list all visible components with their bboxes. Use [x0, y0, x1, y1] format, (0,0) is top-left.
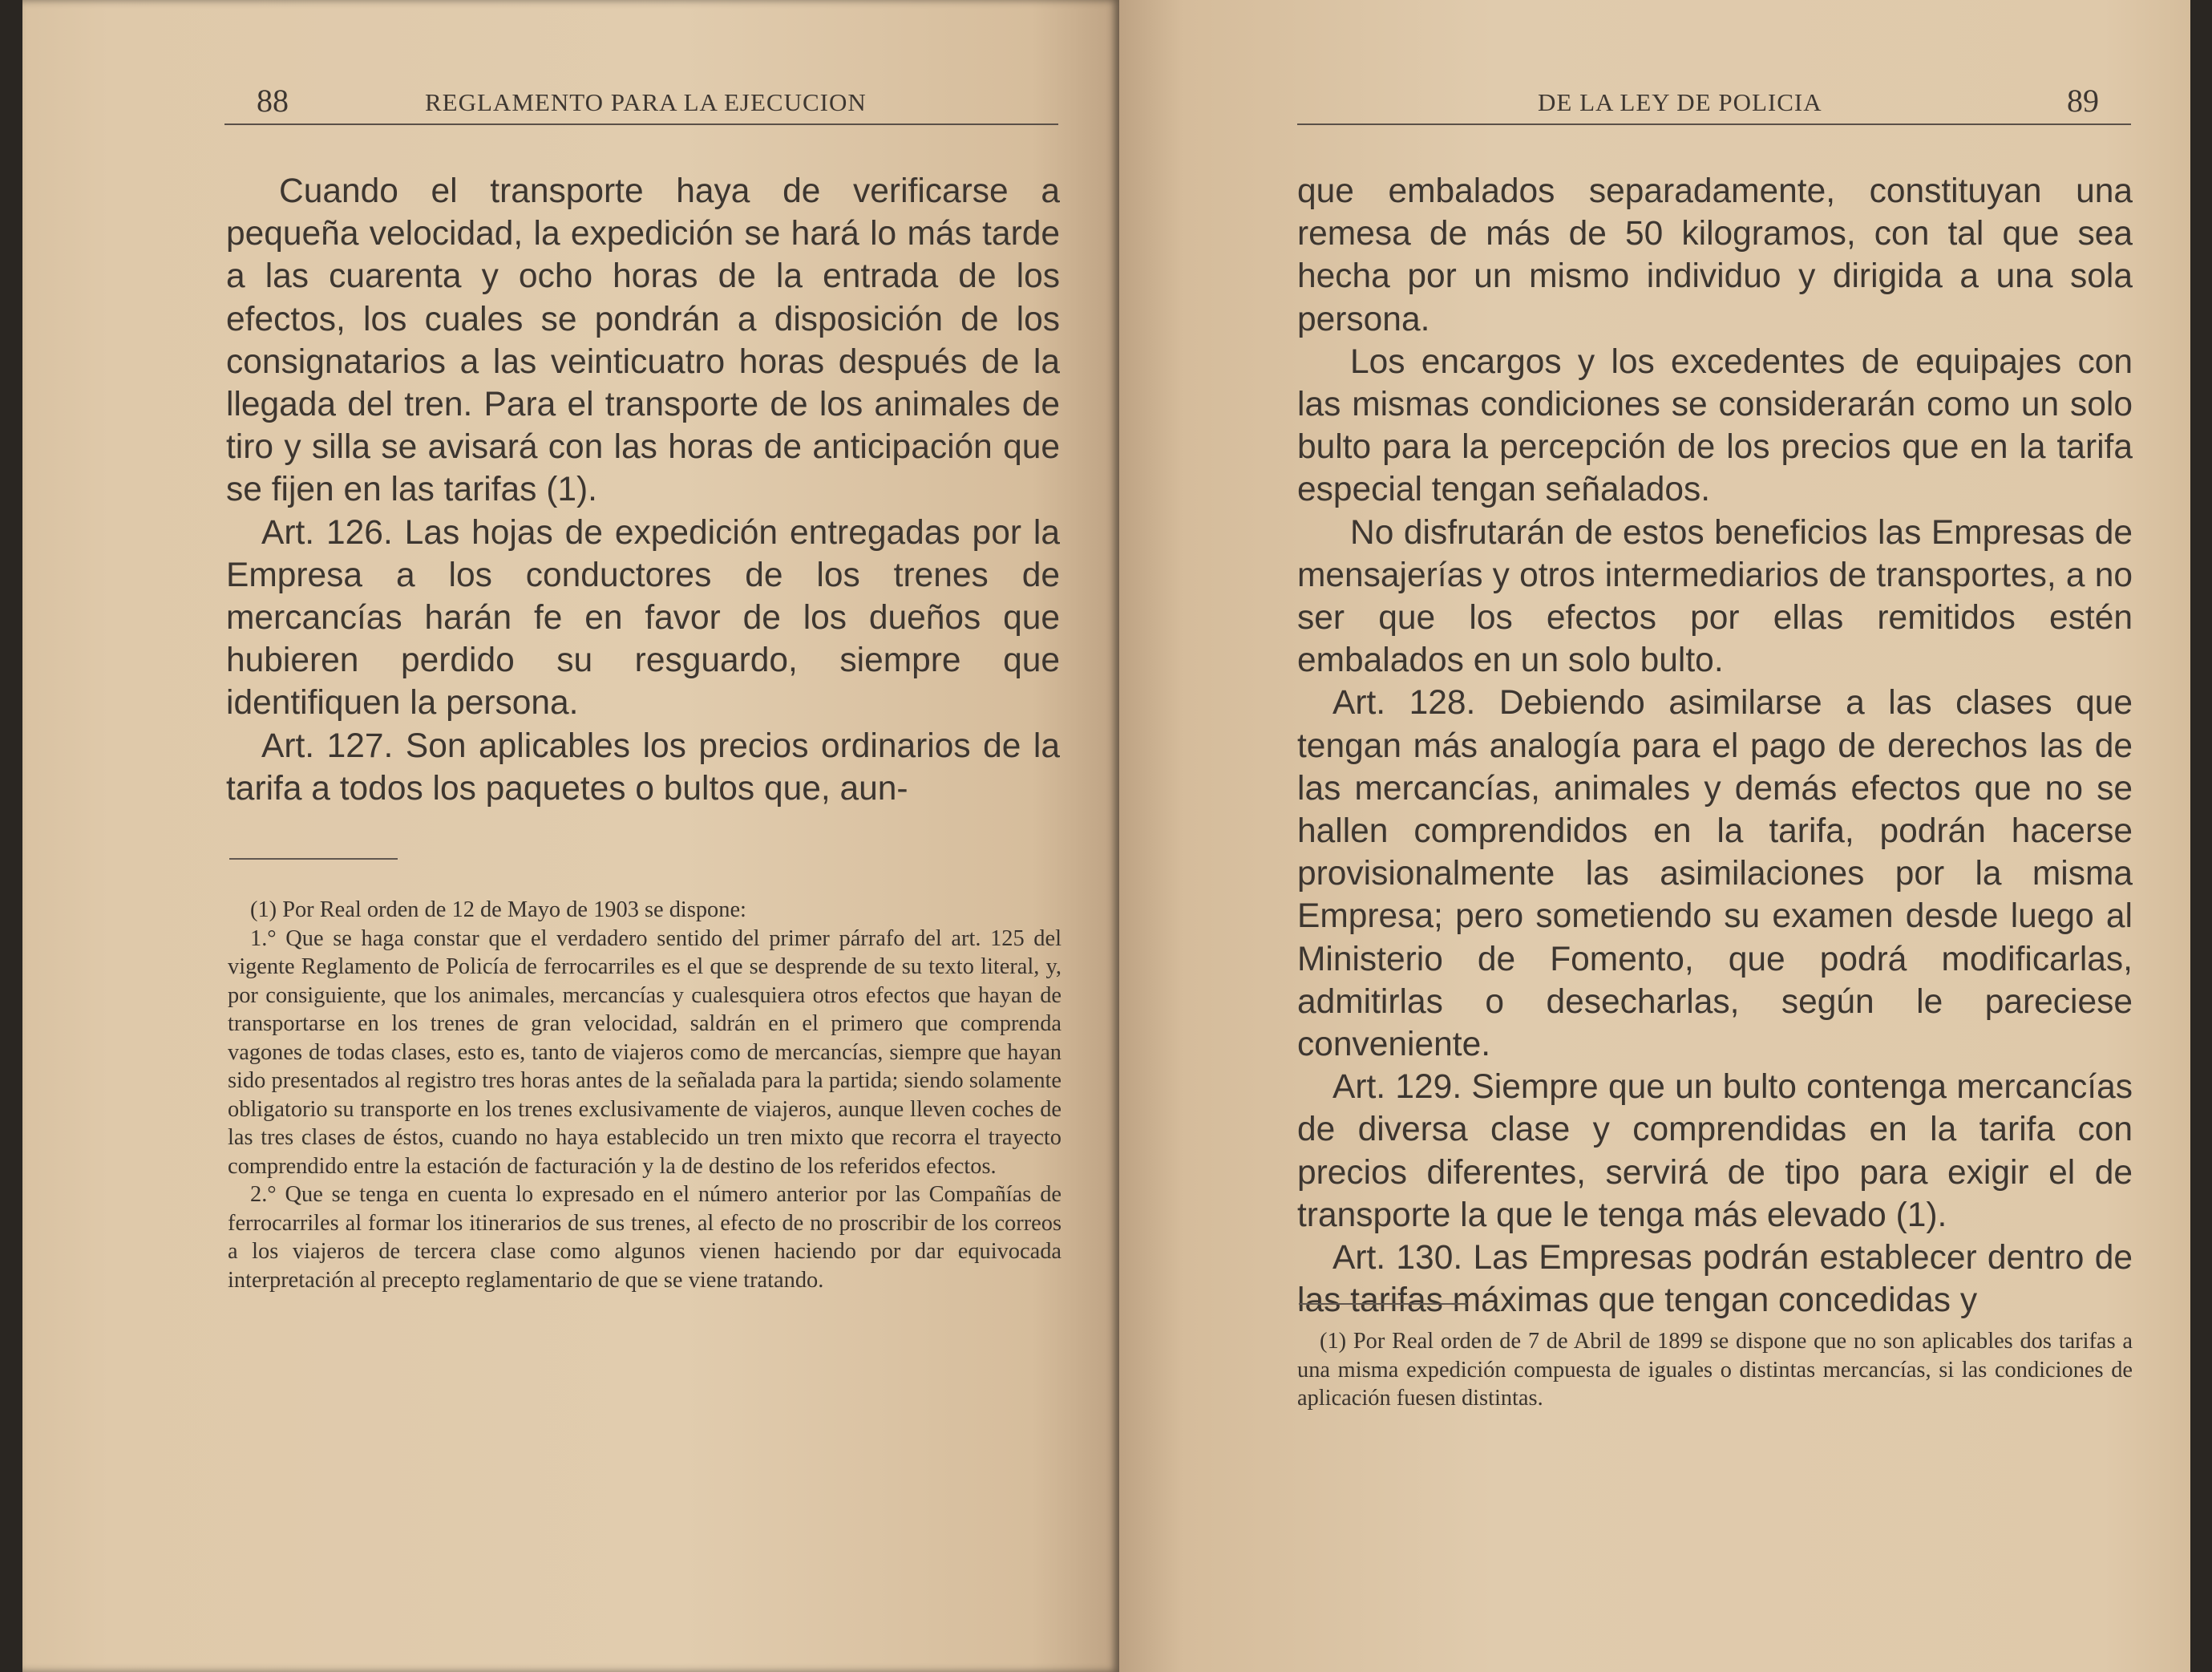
paragraph: Cuando el transporte haya de verificarse a pequeña velocidad, la expedición se hará lo más tarde a las cuarenta y ocho horas de la entrada de los efectos, los cuales se pondrán a disposición de los consignatarios a las veinticuatro horas después de la llegada del tren. Para el transporte de los animales de tiro y silla se avisará con las horas de anticipación que se fijen en las tarifas (1). [226, 172, 1060, 509]
footnote: 2.° Que se tenga en cuenta lo expresado en el número anterior por las Compañías de ferrocarriles al formar los itinerarios de sus trenes, al efecto de no proscribir de los correos a los viajeros de tercera clase como algunos vienen haciendo por dar equivocada interpretación al precepto reglamentario de que se viene tratando. [228, 1182, 1062, 1293]
footnote-rule [229, 858, 398, 860]
page-number: 88 [257, 83, 289, 119]
left-footnotes [228, 896, 1062, 1294]
right-page-header [1297, 82, 2131, 125]
running-head: REGLAMENTO PARA LA EJECUCION [425, 88, 867, 116]
left-page-header [224, 82, 1058, 125]
article-129: Art. 129. Siempre que un bulto contenga mercancías de diversa clase y comprendidas en la tarifa con precios diferentes, servirá de tipo para exigir el de transporte la que le tenga más elevado (1). [1297, 1068, 2133, 1234]
article-128: Art. 128. Debiendo asimilarse a las clases que tengan más analogía para el pago de derechos las de las mercancías, animales y demás efectos que no se hallen comprendidos en la tarifa, podrán hacerse provisionalmente las asimilaciones por la misma Empresa; pero sometiendo su examen desde luego al Ministerio de Fomento, que podrá modificarlas, admitirlas o desecharlas, según le pareciese conveniente. [1297, 684, 2133, 1064]
page-number: 89 [2067, 83, 2099, 119]
paragraph: Los encargos y los excedentes de equipajes con las mismas condiciones se considerarán como un solo bulto para la percepción de los precios que en la tarifa especial tengan señalados. [1297, 342, 2133, 509]
running-head: DE LA LEY DE POLICIA [1538, 88, 1822, 116]
right-footnotes [1297, 1327, 2133, 1413]
right-page-body [1297, 170, 2133, 1322]
left-page [22, 0, 1119, 1672]
footnote: (1) Por Real orden de 7 de Abril de 1899 se dispone que no son aplicables dos tarifas a una misma expedición compuesta de iguales o distintas mercancías, si las condiciones de aplicación fuesen distintas. [1297, 1329, 2133, 1411]
paragraph: No disfrutarán de estos beneficios las Empresas de mensajerías y otros intermediarios de transportes, a no ser que los efectos por ellas remitidos estén embalados en un solo bulto. [1297, 513, 2133, 680]
footnote: (1) Por Real orden de 12 de Mayo de 1903 se dispone: [250, 897, 746, 922]
footnote: 1.° Que se haga constar que el verdadero sentido del primer párrafo del art. 125 del vigente Reglamento de Policía de ferrocarriles es el que se desprende de su texto literal, y, por consiguiente, que los animales, mercancías y cualesquiera otros efectos que hayan de transportarse en los trenes de gran velocidad, saldrán en el primero que comprenda vagones de todas clases, esto es, tanto de viajeros como de mercancías, siempre que hayan sido presentados al registro tres horas antes de la señalada para la partida; siendo solamente obligatorio su transporte en los trenes exclusivamente de viajeros, aunque lleven coches de las tres clases de éstos, cuando no haya establecido un tren mixto que recorra el trayecto comprendido entre la estación de facturación y la de destino de los referidos efectos. [228, 925, 1062, 1179]
paragraph-continuation: que embalados separadamente, constituyan una remesa de más de 50 kilogramos, con tal que sea hecha por un mismo individuo y dirigida a una sola persona. [1297, 172, 2133, 338]
footnote-rule [1299, 1303, 1467, 1305]
article-127: Art. 127. Son aplicables los precios ordinarios de la tarifa a todos los paquetes o bultos que, aun- [226, 727, 1060, 808]
article-126: Art. 126. Las hojas de expedición entregadas por la Empresa a los conductores de los trenes de mercancías harán fe en favor de los dueños que hubieren perdido su resguardo, siempre que identifiquen la persona. [226, 513, 1060, 723]
right-page [1119, 0, 2190, 1672]
article-130: Art. 130. Las Empresas podrán establecer dentro de las tarifas máximas que tengan concedidas y [1297, 1239, 2133, 1320]
left-page-body [226, 170, 1060, 810]
